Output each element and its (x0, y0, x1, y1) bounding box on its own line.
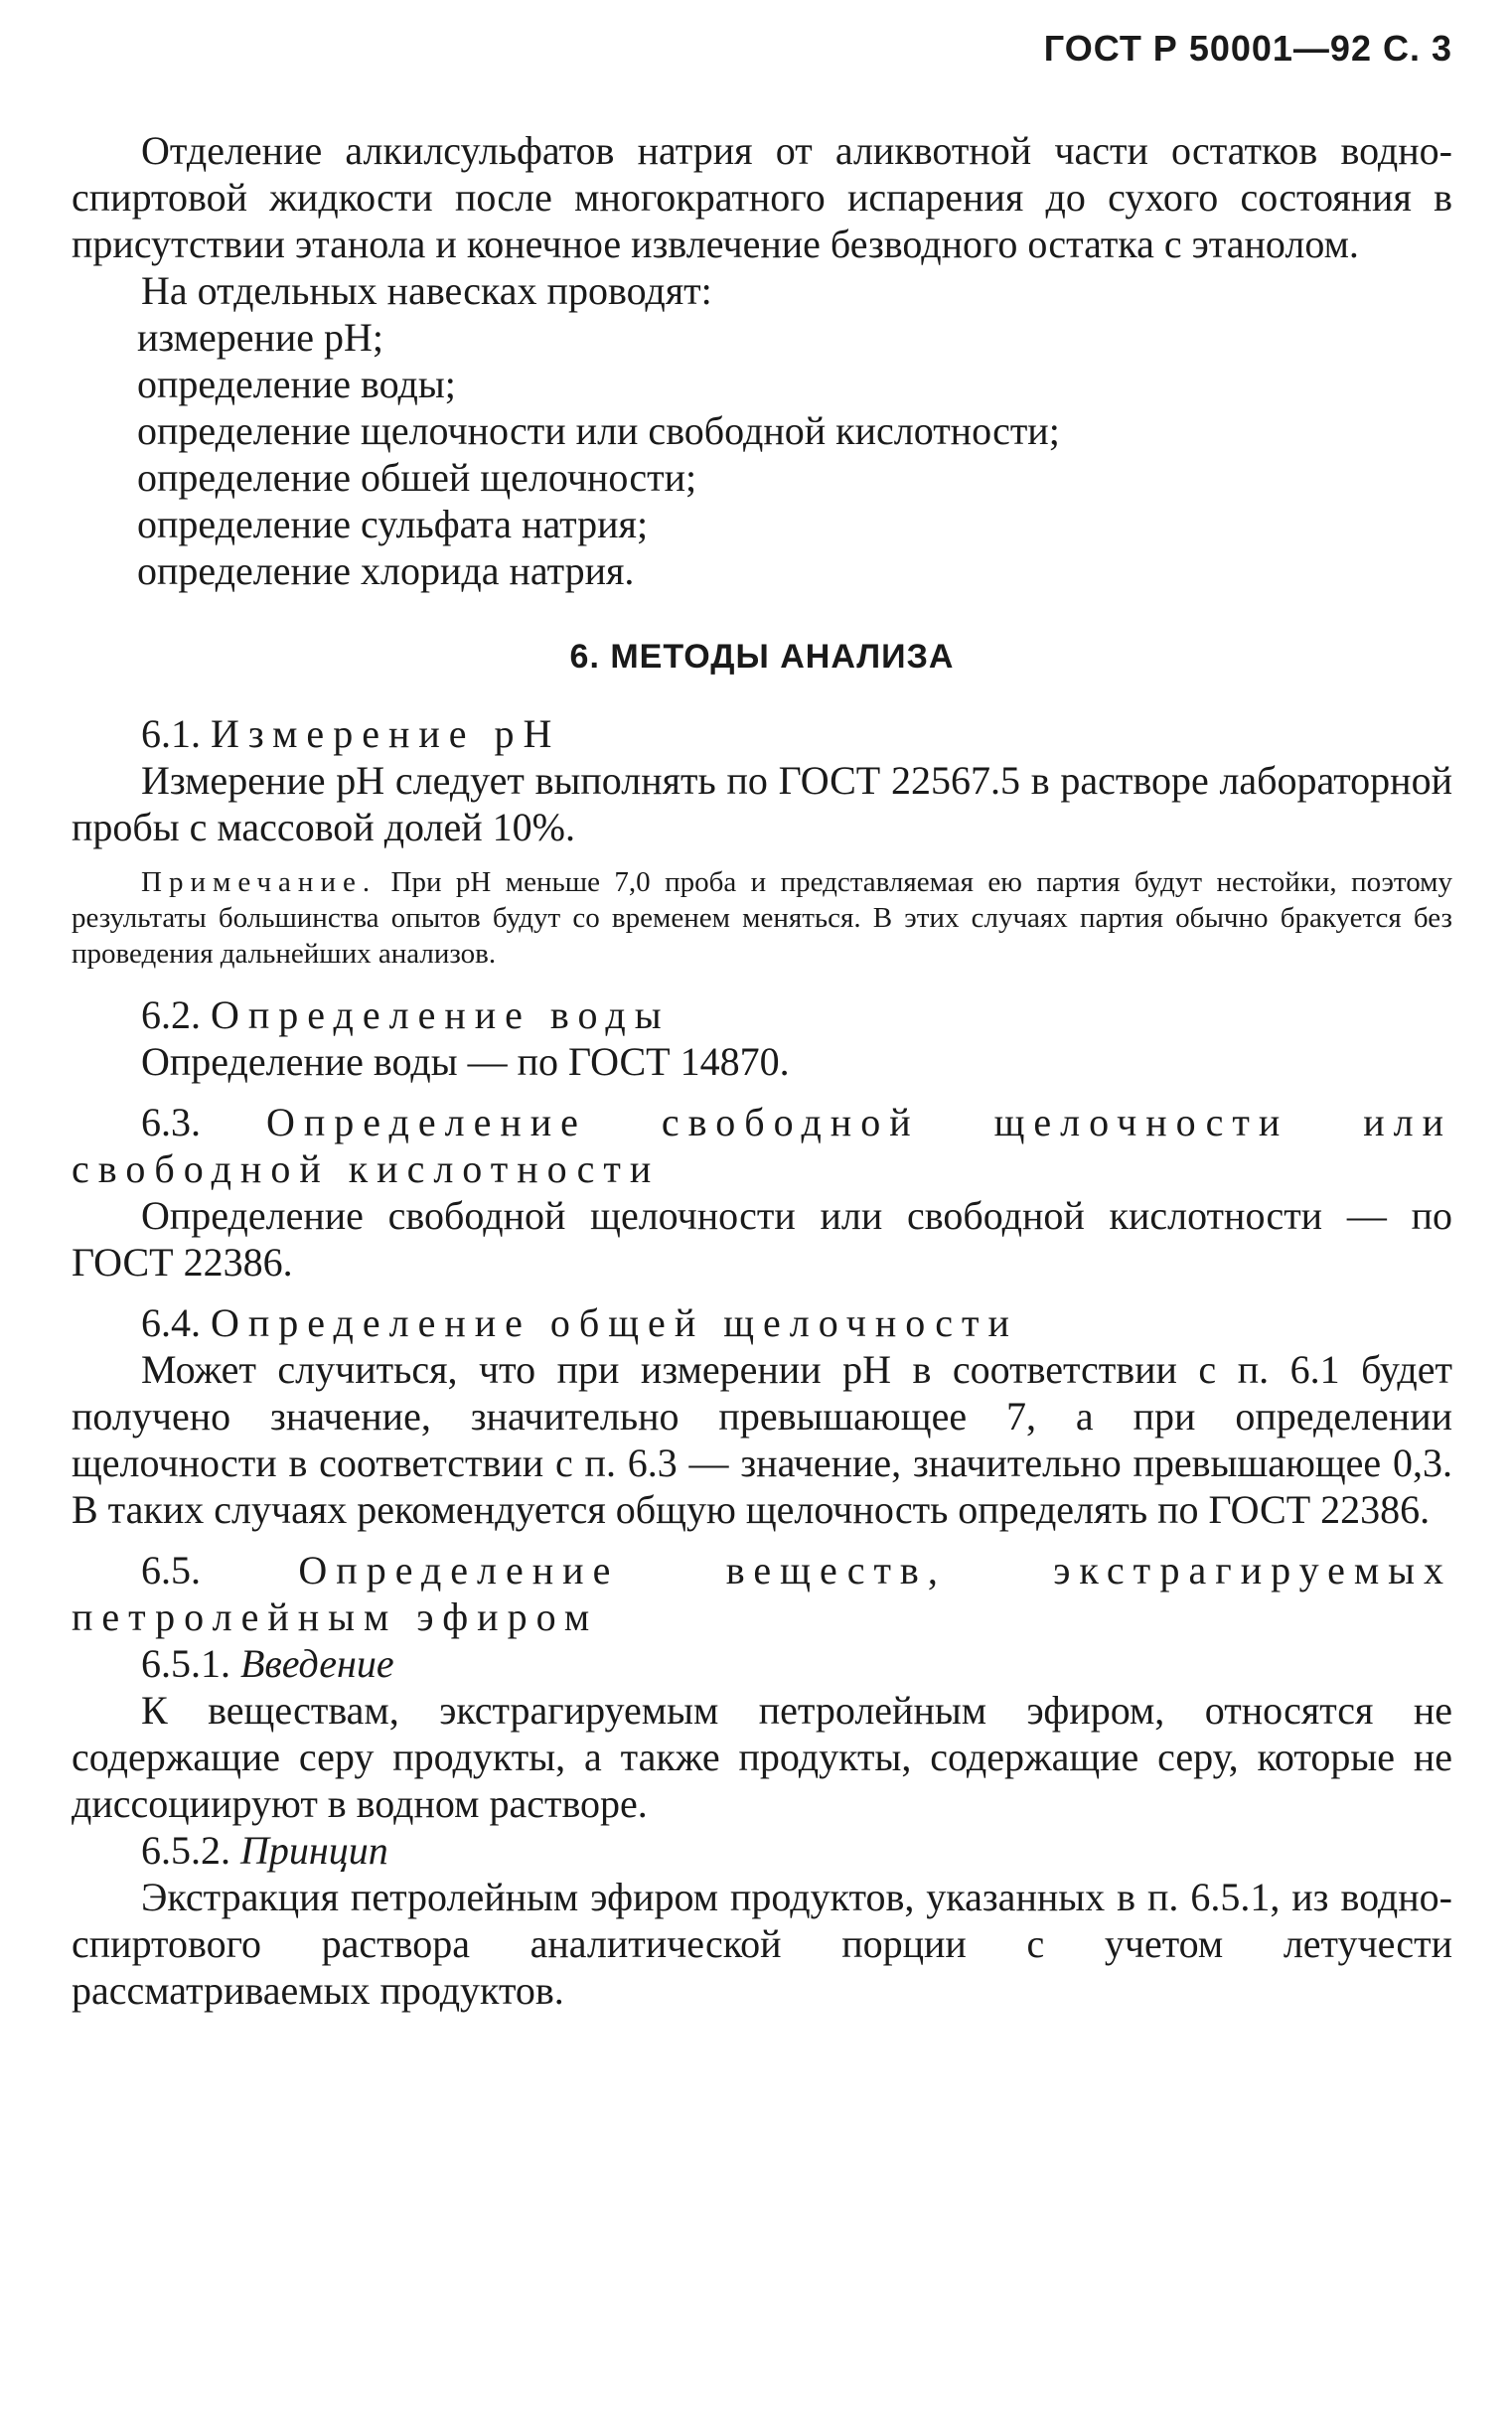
page-header: ГОСТ Р 50001—92 С. 3 (1043, 28, 1452, 69)
subsection-number: 6.2. (141, 992, 201, 1037)
subsection-title: Введение (240, 1641, 394, 1686)
subsection-number: 6.3. (141, 1100, 201, 1144)
list-item: определение воды; (137, 362, 456, 406)
subsection-title: Определение веществ, экстрагируемых петролейным эфиром (72, 1548, 1453, 1639)
subsection-title: Определение воды (211, 992, 671, 1037)
subsection-text-6-5-2: Экстракция петролейным эфиром продуктов, указанных в п. 6.5.1, из водно-спиртового раствора аналитической порции с учетом летучести рассматриваемых продуктов. (72, 1875, 1452, 2013)
subsection-text-6-3: Определение свободной щелочности или свободной кислотности — по ГОСТ 22386. (72, 1193, 1452, 1285)
subsection-title: Определение общей щелочности (211, 1300, 1018, 1345)
subsection-heading-6-5 (72, 1547, 1452, 1640)
page-content (72, 127, 1452, 2014)
list-item: определение хлорида натрия. (137, 548, 635, 593)
subsection-heading-6-1 (72, 710, 1452, 757)
list-item: измерение рН; (137, 315, 384, 360)
note-text: При рН меньше 7,0 проба и представляемая ею партия будут нестойки, поэтому результаты большинства опытов будут со временем меняться. В этих случаях партия обычно бракуется без проведения дальнейших анализов. (72, 866, 1453, 970)
subsection-number: 6.5.2. (141, 1828, 230, 1873)
subsection-text-6-5-1: К веществам, экстрагируемым петролейным эфиром, относятся не содержащие серу продукты, а также продукты, содержащие серу, которые не диссоциируют в водном растворе. (72, 1688, 1452, 1826)
subsection-number: 6.5. (141, 1548, 201, 1592)
note-label: Примечание. (141, 866, 378, 898)
subsection-number: 6.1. (141, 711, 201, 756)
subsection-title: Измерение рН (211, 711, 561, 756)
subsection-heading-6-4 (72, 1299, 1452, 1346)
list-item: определение сульфата натрия; (137, 502, 649, 546)
subsection-heading-6-2 (72, 991, 1452, 1038)
subsection-heading-6-3 (72, 1099, 1452, 1192)
subsection-text-6-2: Определение воды — по ГОСТ 14870. (141, 1039, 790, 1084)
list-item: определение щелочности или свободной кислотности; (137, 408, 1060, 453)
subsection-title: Определение свободной щелочности или свободной кислотности (72, 1100, 1452, 1191)
subsection-text-6-1: Измерение рН следует выполнять по ГОСТ 22567.5 в растворе лабораторной пробы с массовой долей 10%. (72, 758, 1452, 849)
subsection-heading-6-5-2 (72, 1827, 1452, 1874)
intro-paragraph: Отделение алкилсульфатов натрия от аликвотной части остатков водно-спиртовой жидкости после многократного испарения до сухого состояния в присутствии этанола и конечное извлечение безводного остатка с этанолом. (72, 128, 1452, 266)
subsection-text-6-4: Может случиться, что при измерении рН в соответствии с п. 6.1 будет получено значение, значительно превышающее 7, а при определении щелочности в соответствии с п. 6.3 — значение, значительно превышающее 0,3. В таких случаях рекомендуется общую щелочность определять по ГОСТ 22386. (72, 1347, 1452, 1532)
intro-lead-in: На отдельных навесках проводят: (141, 268, 712, 313)
subsection-title: Принцип (240, 1828, 388, 1873)
analysis-list (72, 314, 1452, 594)
subsection-number: 6.4. (141, 1300, 201, 1345)
subsection-heading-6-5-1 (72, 1640, 1452, 1687)
list-item: определение обшей щелочности; (137, 455, 697, 500)
section-title: 6. МЕТОДЫ АНАЛИЗА (569, 638, 955, 676)
note-paragraph (72, 864, 1452, 972)
subsection-number: 6.5.1. (141, 1641, 230, 1686)
